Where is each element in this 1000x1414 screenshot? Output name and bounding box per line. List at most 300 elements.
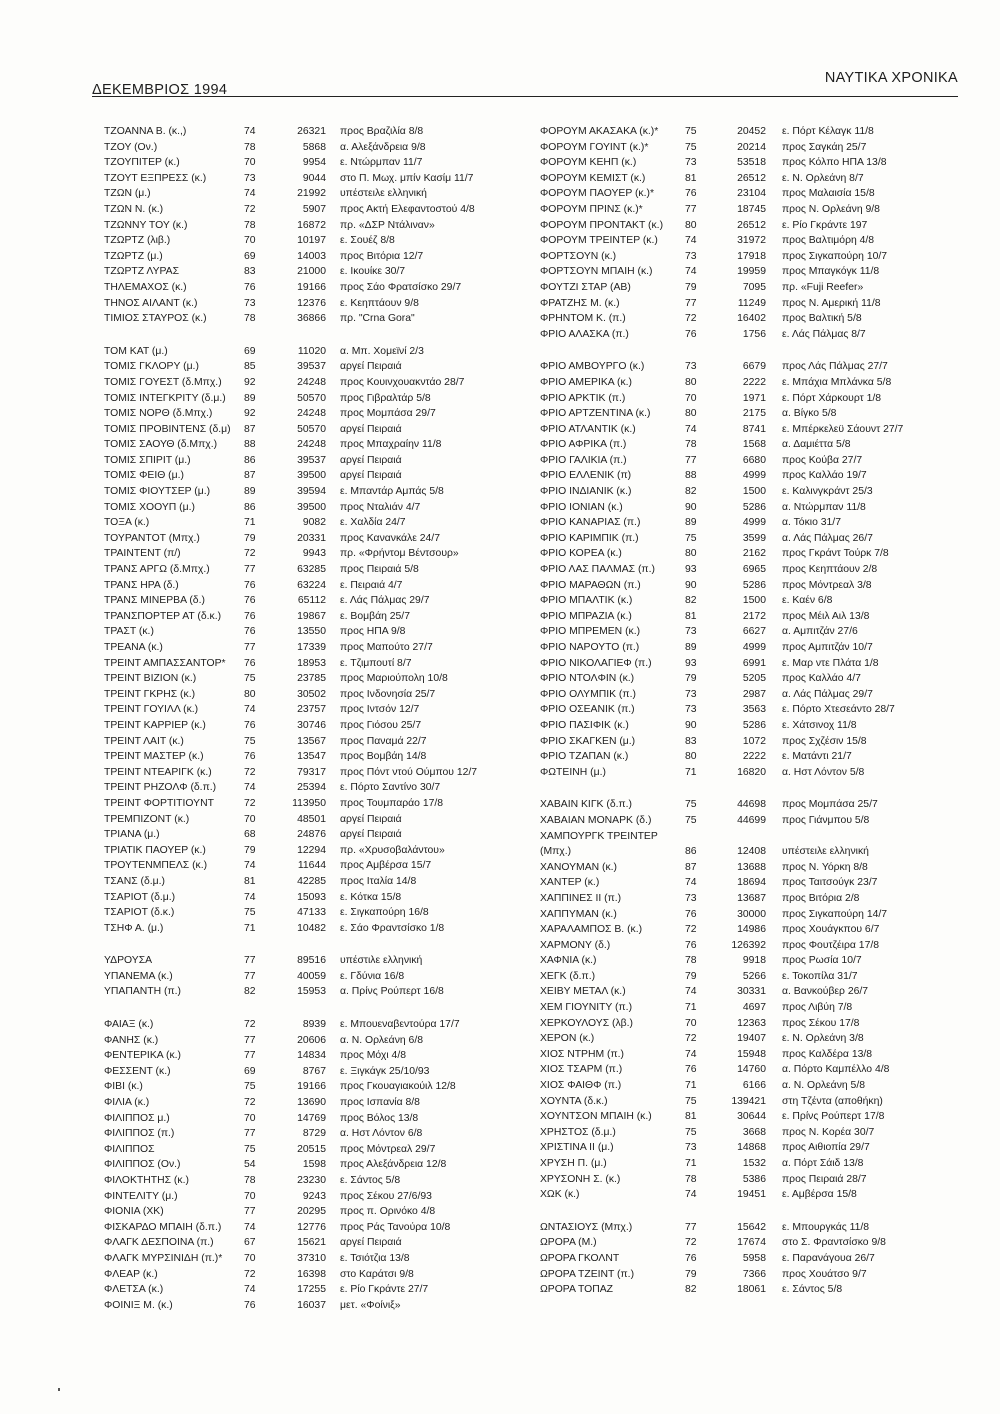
tonnage: 5386 — [742, 1173, 766, 1185]
ship-name: ΤΖΩΝ (μ.) — [104, 188, 151, 200]
ship-name: ΥΠΑΠΑΝΤΗ (π.) — [104, 986, 182, 998]
ship-name: ΦΛΑΓΚ ΔΕΣΠΟΙΝΑ (π.) — [104, 1237, 214, 1249]
ship-name: ΦΡΑΤΖΗΣ Μ. (κ.) — [540, 297, 620, 309]
build-year: 87 — [244, 423, 256, 435]
ship-name: ΤΟΜΙΣ ΠΡΟΒΙΝΤΕΝΣ (δ.μ) — [104, 423, 231, 435]
build-year: 72 — [244, 1268, 256, 1280]
ship-name: ΤΟΜΙΣ ΦΙΟΥΤΣΕΡ (μ.) — [104, 486, 211, 498]
status-note: ε. Σάντος 5/8 — [340, 1175, 401, 1186]
tonnage: 1500 — [742, 486, 766, 498]
ship-name: ΧΩΚ (κ.) — [540, 1189, 580, 1201]
tonnage: 18061 — [737, 1284, 766, 1296]
tonnage: 1072 — [742, 735, 766, 747]
ship-name: ΧΙΟΣ ΤΣΑΡΜ (π.) — [540, 1064, 623, 1076]
build-year: 67 — [244, 1237, 256, 1249]
tonnage: 5286 — [742, 719, 766, 731]
ship-name: ΦΟΡΟΥΜ ΠΡΟΝΤΑΚΤ (κ.) — [540, 219, 664, 231]
ship-name: ΤΡΕΙΝΤ ΝΤΕΑΡΙΓΚ (κ.) — [104, 766, 212, 778]
build-year: 72 — [244, 1097, 256, 1109]
build-year: 86 — [244, 501, 256, 513]
status-note: προς Ιντσόν 12/7 — [340, 704, 420, 716]
tonnage: 30000 — [737, 908, 766, 920]
status-note: προς Κεηπτάουν 2/8 — [782, 564, 878, 576]
tonnage: 14003 — [297, 250, 326, 262]
tonnage: 126392 — [731, 939, 766, 951]
tonnage: 39537 — [297, 361, 326, 373]
ship-name: ΤΡΕΜΠΙΖΟΝΤ (κ.) — [104, 813, 190, 825]
ship-name: ΧΡΙΣΤΙΝΑ ΙΙ (μ.) — [540, 1142, 614, 1154]
status-note: προς Σάο Φρατσίσκο 29/7 — [340, 281, 462, 293]
ship-name: ΤΟΞΑ (κ.) — [104, 517, 150, 529]
status-note: προς Χουάγκπου 6/7 — [782, 924, 880, 936]
build-year: 74 — [244, 891, 256, 903]
tonnage: 5868 — [302, 141, 326, 153]
ship-name: ΤΡΑΝΣ ΗΡΑ (δ.) — [104, 579, 179, 591]
tonnage: 4999 — [742, 642, 766, 653]
ship-name: ΤΡΟΥΤΕΝΜΠΕΛΣ (κ.) — [104, 860, 208, 872]
tonnage: 23230 — [297, 1175, 326, 1186]
status-note: στο Σ. Φραντσίσκο 9/8 — [782, 1237, 886, 1249]
status-note: προς Κόλπο ΗΠΑ 13/8 — [782, 157, 887, 169]
scan-mark — [58, 1388, 60, 1391]
build-year: 77 — [244, 970, 256, 982]
status-note: ε. Καλινγκράντ 25/3 — [782, 486, 873, 498]
build-year: 92 — [244, 376, 256, 388]
status-note: α. Πόρτο Καμπέλλο 4/8 — [782, 1064, 890, 1076]
build-year: 77 — [685, 203, 697, 215]
ship-name: ΦΟΡΤΣΟΥΝ ΜΠΑΙΗ (κ.) — [540, 266, 653, 278]
build-year: 76 — [244, 610, 256, 622]
build-year: 89 — [244, 486, 256, 498]
ship-name: ΤΖΩΡΤΖ (λιβ.) — [104, 235, 171, 247]
build-year: 73 — [685, 361, 697, 373]
status-note: αργεί Πειραιά — [340, 829, 402, 841]
build-year: 73 — [685, 688, 697, 700]
tonnage: 1532 — [742, 1158, 766, 1169]
build-year: 81 — [685, 172, 697, 184]
status-note: προς Βόλος 13/8 — [340, 1112, 419, 1124]
ship-name: ΦΟΡΟΥΜ ΚΕΜΙΣΤ (κ.) — [540, 172, 646, 184]
status-note: ε. Ξιγκάγκ 25/10/93 — [340, 1065, 430, 1077]
status-note: α. Μπ. Χομεϊνί 2/3 — [340, 345, 424, 357]
ship-name: ΦΙΛΙΠΠΟΣ μ.) — [104, 1112, 170, 1124]
build-year: 77 — [244, 1050, 256, 1062]
status-note: α. Ηστ Λόντον 6/8 — [340, 1128, 423, 1140]
build-year: 78 — [244, 313, 256, 325]
build-year: 70 — [685, 392, 697, 404]
tonnage: 6680 — [742, 454, 766, 466]
status-note: ε. Μπάχια Μπλάνκα 5/8 — [782, 376, 892, 388]
build-year: 75 — [244, 673, 256, 685]
status-note: προς Μπαγκόγκ 11/8 — [782, 266, 880, 278]
status-note: ε. Καέν 6/8 — [782, 595, 833, 607]
status-note: α. Αλεξάνδρεια 9/8 — [340, 141, 426, 153]
status-note: α. Λάς Πάλμας 26/7 — [782, 532, 873, 544]
ship-name: ΤΖΩΡΤΖ ΛΥΡΑΣ — [104, 266, 180, 278]
status-note: προς Σαγκάη 25/7 — [782, 141, 867, 153]
status-note: προς Παναμά 22/7 — [340, 735, 427, 747]
build-year: 76 — [685, 1252, 697, 1264]
tonnage: 20515 — [297, 1143, 326, 1155]
ship-name: ΦΡΙΟ ΚΑΝΑΡΙΑΣ (π.) — [540, 517, 641, 529]
status-note: ε. Πόρτ Χάρκουρτ 1/8 — [782, 392, 882, 404]
status-note: προς Ν. Ορλεάνη 9/8 — [782, 203, 880, 215]
tonnage: 1568 — [742, 439, 766, 451]
build-year: 76 — [244, 595, 256, 607]
ship-name: ΦΡΙΟ ΟΣΕΑΝΙΚ (π.) — [540, 704, 635, 716]
ship-name: ΦΡΙΟ ΝΑΡΟΥΤΟ (π.) — [540, 642, 640, 653]
build-year: 80 — [685, 219, 697, 231]
tonnage: 14834 — [297, 1050, 326, 1062]
tonnage: 9082 — [302, 517, 326, 529]
build-year: 80 — [685, 376, 697, 388]
ship-name: ΦΟΙΝΙΞ Μ. (κ.) — [104, 1299, 173, 1311]
ship-name: ΧΡΥΣΟΝΗ Σ. (κ.) — [540, 1173, 621, 1185]
ship-name: ΧΑΡΜΟΝΥ (δ.) — [540, 939, 611, 951]
status-note: προς Αμπιτζάν 10/7 — [782, 642, 873, 653]
tonnage: 44698 — [737, 799, 766, 811]
ship-name: ΦΙΛΙΑ (κ.) — [104, 1097, 150, 1109]
tonnage: 11249 — [737, 297, 766, 309]
status-note: ε. Πόρτο Σαντίνο 30/7 — [340, 782, 441, 794]
build-year: 79 — [244, 844, 256, 856]
status-note: ε. Μπουεναβεντούρα 17/7 — [340, 1019, 460, 1031]
build-year: 70 — [244, 1252, 256, 1264]
build-year: 76 — [244, 281, 256, 293]
build-year: 74 — [244, 860, 256, 872]
build-year: 78 — [244, 219, 256, 231]
tonnage: 5286 — [742, 579, 766, 591]
ship-name: ΦΡΙΟ ΜΠΡΕΜΕΝ (κ.) — [540, 626, 641, 638]
ship-name: ΦΑΙΑΞ (κ.) — [104, 1019, 154, 1031]
ship-name: ΦΟΡΟΥΜ ΓΟΥΙΝΤ (κ.)* — [540, 141, 649, 153]
status-note: προς Τουμπαράο 17/8 — [340, 797, 444, 809]
ship-name: ΤΟΥΡΑΝΤΟΤ (Μπχ.) — [104, 532, 200, 544]
build-year: 73 — [244, 297, 256, 309]
build-year: 74 — [244, 188, 256, 200]
tonnage: 5205 — [742, 673, 766, 685]
build-year: 54 — [244, 1159, 256, 1171]
build-year: 89 — [244, 392, 256, 404]
build-year: 74 — [244, 782, 256, 794]
tonnage: 13547 — [297, 751, 326, 763]
build-year: 92 — [244, 408, 256, 420]
status-note: προς Ινδονησία 25/7 — [340, 688, 436, 700]
build-year: 68 — [244, 829, 256, 841]
tonnage: 12363 — [737, 1017, 766, 1029]
build-year: 78 — [685, 1173, 697, 1185]
build-year: 71 — [244, 517, 256, 529]
build-year: 75 — [685, 814, 697, 826]
tonnage: 1971 — [742, 392, 766, 404]
ship-name: ΧΑΦΝΙΑ (κ.) — [540, 955, 597, 967]
status-note: προς Ν. Αμερική 11/8 — [782, 297, 881, 309]
tonnage: 65112 — [297, 595, 326, 607]
tonnage: 39594 — [297, 486, 326, 498]
tonnage: 4999 — [742, 517, 766, 529]
tonnage: 24248 — [297, 376, 326, 388]
ship-name: ΤΗΛΕΜΑΧΟΣ (κ.) — [104, 281, 187, 293]
build-year: 69 — [244, 345, 256, 357]
status-note: προς Πόντ ντού Ούμπου 12/7 — [340, 766, 478, 778]
tonnage: 5958 — [742, 1252, 766, 1264]
tonnage: 12776 — [297, 1221, 326, 1233]
status-note: προς Σέκου 17/8 — [782, 1017, 860, 1029]
ship-name: ΧΑΠΠΥΜΑΝ (κ.) — [540, 908, 617, 920]
ship-name: ΦΙΟΝΙΑ (ΧΚ) — [104, 1206, 164, 1218]
ship-name: ΦΙΒΙ (κ.) — [104, 1081, 143, 1093]
tonnage: 5907 — [302, 203, 326, 215]
status-note: υπέστειλε ελληνική — [782, 846, 869, 858]
tonnage: 4697 — [742, 1002, 766, 1014]
build-year: 74 — [685, 235, 697, 247]
status-note: ε. Γδύνια 16/8 — [340, 970, 405, 982]
ship-name: ΦΙΛΟΚΤΗΤΗΣ (κ.) — [104, 1175, 189, 1186]
ship-name: ΩΡΟΡΑ ΤΖΕΙΝΤ (π.) — [540, 1268, 635, 1280]
ship-name: ΦΡΙΟ ΑΤΛΑΝΤΙΚ (κ.) — [540, 423, 636, 435]
build-year: 78 — [244, 1175, 256, 1186]
status-note: προς Μαριούπολη 10/8 — [340, 673, 448, 685]
build-year: 82 — [685, 595, 697, 607]
status-note: ε. Χάτσινοχ 11/8 — [782, 719, 857, 731]
tonnage: 1598 — [302, 1159, 326, 1171]
ship-name: ΤΡΑΝΣ ΜΙΝΕΡΒΑ (δ.) — [104, 595, 205, 607]
build-year: 72 — [244, 797, 256, 809]
status-note: ε. Πόρτο Χτεσεάντο 28/7 — [782, 704, 895, 716]
ship-name: ΤΣΑΡΙΟΤ (δ.κ.) — [104, 907, 175, 919]
ship-name: ΦΡΙΟ ΣΚΑΓΚΕΝ (μ.) — [540, 735, 636, 747]
status-note: προς Μαπούτο 27/7 — [340, 642, 433, 653]
tonnage: 16037 — [297, 1299, 326, 1311]
tonnage: 21992 — [297, 188, 326, 200]
tonnage: 23757 — [297, 704, 326, 716]
tonnage: 14868 — [737, 1142, 766, 1154]
status-note: ε. Ντώρμπαν 11/7 — [340, 157, 423, 169]
build-year: 73 — [244, 172, 256, 184]
status-note: προς Ταιτσούγκ 23/7 — [782, 877, 878, 889]
ship-name: ΦΟΡΟΥΜ ΚΕΗΠ (κ.) — [540, 157, 637, 169]
status-note: προς Φουτζέιρα 17/8 — [782, 939, 880, 951]
ship-name: ΦΛΕΑΡ (κ.) — [104, 1268, 158, 1280]
tonnage: 79317 — [297, 766, 326, 778]
ship-name: ΤΖΩΝ Ν. (κ.) — [104, 203, 164, 215]
ship-name: ΦΛΕΤΣΑ (κ.) — [104, 1284, 164, 1296]
ship-name: ΦΟΥΤΖΙ ΣΤΑΡ (ΑΒ) — [540, 281, 631, 293]
ship-name: ΦΙΛΙΠΠΟΣ (π.) — [104, 1128, 175, 1140]
tonnage: 26321 — [297, 126, 326, 137]
build-year: 89 — [685, 517, 697, 529]
status-note: προς Ισπανία 8/8 — [340, 1097, 420, 1109]
build-year: 75 — [244, 907, 256, 919]
ship-name: ΦΟΡΟΥΜ ΠΡΙΝΣ (κ.)* — [540, 203, 643, 215]
tonnage: 18694 — [737, 877, 766, 889]
build-year: 73 — [685, 892, 697, 904]
ship-name: ΤΟΜΙΣ ΓΚΛΟΡΥ (μ.) — [104, 361, 199, 373]
status-note: προς Λάς Πάλμας 27/7 — [782, 361, 888, 373]
ship-name: ΧΑΝΤΕΡ (κ.) — [540, 877, 600, 889]
build-year: 88 — [685, 470, 697, 482]
ship-name: ΦΟΡΟΥΜ ΑΚΑΣΑΚΑ (κ.)* — [540, 126, 659, 137]
ship-name: ΤΟΜΙΣ ΙΝΤΕΓΚΡΙΤΥ (δ.μ.) — [104, 392, 226, 404]
status-note: ε. Πειραιά 4/7 — [340, 579, 403, 591]
status-note: ε. Τζιμπουτί 8/7 — [340, 657, 412, 669]
build-year: 75 — [685, 1126, 697, 1138]
ship-name: ΩΡΟΡΑ ΤΟΠΑΖ — [540, 1284, 614, 1296]
build-year: 71 — [244, 922, 256, 934]
build-year: 79 — [685, 673, 697, 685]
tonnage: 24876 — [297, 829, 326, 841]
tonnage: 89516 — [297, 955, 326, 967]
build-year: 71 — [685, 1158, 697, 1169]
status-note: προς Καλλάο 4/7 — [782, 673, 861, 685]
ship-name: ΤΡΙΑΤΙΚ ΠΑΟΥΕΡ (κ.) — [104, 844, 206, 856]
tonnage: 6166 — [742, 1080, 766, 1092]
ship-name: ΦΛΑΓΚ ΜΥΡΣΙΝΙΔΗ (π.)* — [104, 1252, 223, 1264]
ship-name: ΤΣΑΡΙΟΤ (δ.μ.) — [104, 891, 176, 903]
status-note: ε. Σάντος 5/8 — [782, 1284, 843, 1296]
ship-name: ΦΙΛΙΠΠΟΣ — [104, 1143, 155, 1155]
tonnage: 50570 — [297, 392, 326, 404]
ship-name: ΦΟΡΤΣΟΥΝ (κ.) — [540, 250, 617, 262]
ship-name: ΤΡΕΙΝΤ ΡΗΖΟΛΦ (δ.π.) — [104, 782, 217, 794]
tonnage: 9044 — [302, 172, 326, 184]
status-note: α. Ν. Ορλεάνη 5/8 — [782, 1080, 865, 1092]
build-year: 86 — [244, 454, 256, 466]
status-note: α. Τόκιο 31/7 — [782, 517, 841, 529]
tonnage: 44699 — [737, 814, 766, 826]
status-note: ε. Μπέρκελεϋ Σάουντ 27/7 — [782, 423, 904, 435]
ship-name: ΦΟΡΟΥΜ ΠΑΟΥΕΡ (κ.)* — [540, 188, 655, 200]
status-note: προς Ακτή Ελεφαντοστού 4/8 — [340, 203, 475, 215]
tonnage: 16820 — [737, 766, 766, 778]
status-note: α. Λάς Πάλμας 29/7 — [782, 688, 873, 700]
ship-name: ΧΡΥΣΗ Π. (μ.) — [540, 1158, 607, 1169]
ship-name: ΦΡΙΟ ΚΑΡΙΜΠΙΚ (π.) — [540, 532, 639, 544]
build-year: 73 — [685, 1142, 697, 1154]
ship-name: ΧΑΡΑΛΑΜΠΟΣ Β. (κ.) — [540, 924, 643, 936]
build-year: 75 — [685, 141, 697, 153]
status-note: ε. Πόρτ Κέλαγκ 11/8 — [782, 126, 874, 137]
tonnage: 7366 — [742, 1268, 766, 1280]
status-note: μετ. «Φοίνιξ» — [340, 1299, 401, 1311]
build-year: 90 — [685, 579, 697, 591]
tonnage: 18745 — [737, 203, 766, 215]
header-publication: ΝΑΥΤΙΚΑ ΧΡΟΝΙΚΑ — [824, 70, 958, 86]
build-year: 73 — [685, 704, 697, 716]
status-note: προς Γιβραλτάρ 5/8 — [340, 392, 431, 404]
ship-name: ΧΑΒΑΙΑΝ ΜΟΝΑΡΚ (δ.) — [540, 814, 652, 826]
ship-name: ΧΑΠΠΙΝΕΣ ΙΙ (π.) — [540, 892, 622, 904]
build-year: 74 — [244, 704, 256, 716]
build-year: 69 — [244, 250, 256, 262]
build-year: 70 — [244, 235, 256, 247]
status-note: προς Πειραιά 28/7 — [782, 1173, 867, 1185]
ship-name: ΦΑΝΗΣ (κ.) — [104, 1034, 159, 1046]
ship-name: ΦΩΤΕΙΝΗ (μ.) — [540, 766, 606, 778]
build-year: 73 — [685, 250, 697, 262]
tonnage: 13550 — [297, 626, 326, 638]
tonnage: 13690 — [297, 1097, 326, 1109]
tonnage: 39537 — [297, 454, 326, 466]
ship-name: ΦΕΝΤΕΡΙΚΑ (κ.) — [104, 1050, 181, 1062]
ship-name: ΦΡΙΟ ΚΟΡΕΑ (κ.) — [540, 548, 622, 560]
build-year: 88 — [244, 439, 256, 451]
tonnage: 20452 — [737, 126, 766, 137]
tonnage: 8729 — [302, 1128, 326, 1140]
tonnage: 63224 — [297, 579, 326, 591]
status-note: πρ. «Χρυσοβαλάντου» — [340, 844, 445, 856]
ship-name: ΦΡΙΟ ΙΟΝΙΑΝ (κ.) — [540, 501, 623, 513]
build-year: 76 — [244, 751, 256, 763]
ship-name: ΤΟΜΙΣ ΦΕΙΘ (μ.) — [104, 470, 184, 482]
status-note: προς Αλεξάνδρεια 12/8 — [340, 1159, 447, 1171]
build-year: 75 — [244, 1081, 256, 1093]
ship-name: ΦΡΙΟ ΓΑΛΙΚΙΑ (π.) — [540, 454, 627, 466]
status-note: προς Μαλαισία 15/8 — [782, 188, 875, 200]
ship-name: ΧΕΓΚ (δ.π.) — [540, 970, 596, 982]
status-note: προς Βαλτική 5/8 — [782, 313, 862, 325]
status-note: υπέστειλε ελληνική — [340, 188, 427, 200]
status-note: προς Γκράντ Τούρκ 7/8 — [782, 548, 889, 560]
tonnage: 15093 — [297, 891, 326, 903]
build-year: 75 — [685, 1095, 697, 1107]
status-note: προς Μομπάσα 25/7 — [782, 799, 878, 811]
ship-name: ΤΟΜΙΣ ΣΠΙΡΙΤ (μ.) — [104, 454, 191, 466]
status-note: προς Μόντρεαλ 29/7 — [340, 1143, 436, 1155]
ship-name: ΤΣΗΦ Α. (μ.) — [104, 922, 164, 934]
ship-name: ΦΡΙΟ ΤΖΑΠΑΝ (κ.) — [540, 751, 629, 763]
tonnage: 2987 — [742, 688, 766, 700]
build-year: 75 — [685, 799, 697, 811]
status-note: προς Νταλιάν 4/7 — [340, 501, 421, 513]
tonnage: 11020 — [297, 345, 326, 357]
ship-name: ΦΡΗΝΤΟΜ Κ. (π.) — [540, 313, 626, 325]
tonnage: 19867 — [297, 610, 326, 622]
status-note: α. Αμπιτζάν 27/6 — [782, 626, 858, 638]
build-year: 76 — [685, 188, 697, 200]
tonnage: 23785 — [297, 673, 326, 685]
status-note: προς Γιάνμπου 5/8 — [782, 814, 870, 826]
status-note: στο Π. Μωχ. μπίν Κασίμ 11/7 — [340, 172, 474, 184]
tonnage: 30644 — [737, 1111, 766, 1123]
build-year: 78 — [685, 955, 697, 967]
build-year: 73 — [685, 626, 697, 638]
ship-name: ΤΡΕΙΝΤ ΒΙΖΙΟΝ (κ.) — [104, 673, 197, 685]
status-note: προς Αμβέρσα 15/7 — [340, 860, 432, 872]
tonnage: 25394 — [297, 782, 326, 794]
tonnage: 16872 — [297, 219, 326, 231]
status-note: προς Καλλάο 19/7 — [782, 470, 867, 482]
status-note: προς Σιγκαπούρη 14/7 — [782, 908, 888, 920]
ship-name: ΤΡΑΣΤ (κ.) — [104, 626, 154, 638]
build-year: 93 — [685, 564, 697, 576]
ship-name: ΧΙΟΣ ΝΤΡΗΜ (π.) — [540, 1048, 625, 1060]
build-year: 70 — [244, 157, 256, 169]
status-note: προς π. Ορινόκο 4/8 — [340, 1206, 436, 1218]
tonnage: 24248 — [297, 439, 326, 451]
header-date: ΔΕΚΕΜΒΡΙΟΣ 1994 — [92, 82, 228, 98]
tonnage: 2175 — [742, 408, 766, 420]
status-note: ε. Κότκα 15/8 — [340, 891, 402, 903]
tonnage: 15948 — [737, 1048, 766, 1060]
tonnage: 24248 — [297, 408, 326, 420]
status-note: α. Βανκούβερ 26/7 — [782, 986, 869, 998]
tonnage: 3668 — [742, 1126, 766, 1138]
tonnage: 53518 — [737, 157, 766, 169]
build-year: 72 — [685, 1033, 697, 1045]
tonnage: 3599 — [742, 532, 766, 544]
build-year: 89 — [685, 642, 697, 653]
